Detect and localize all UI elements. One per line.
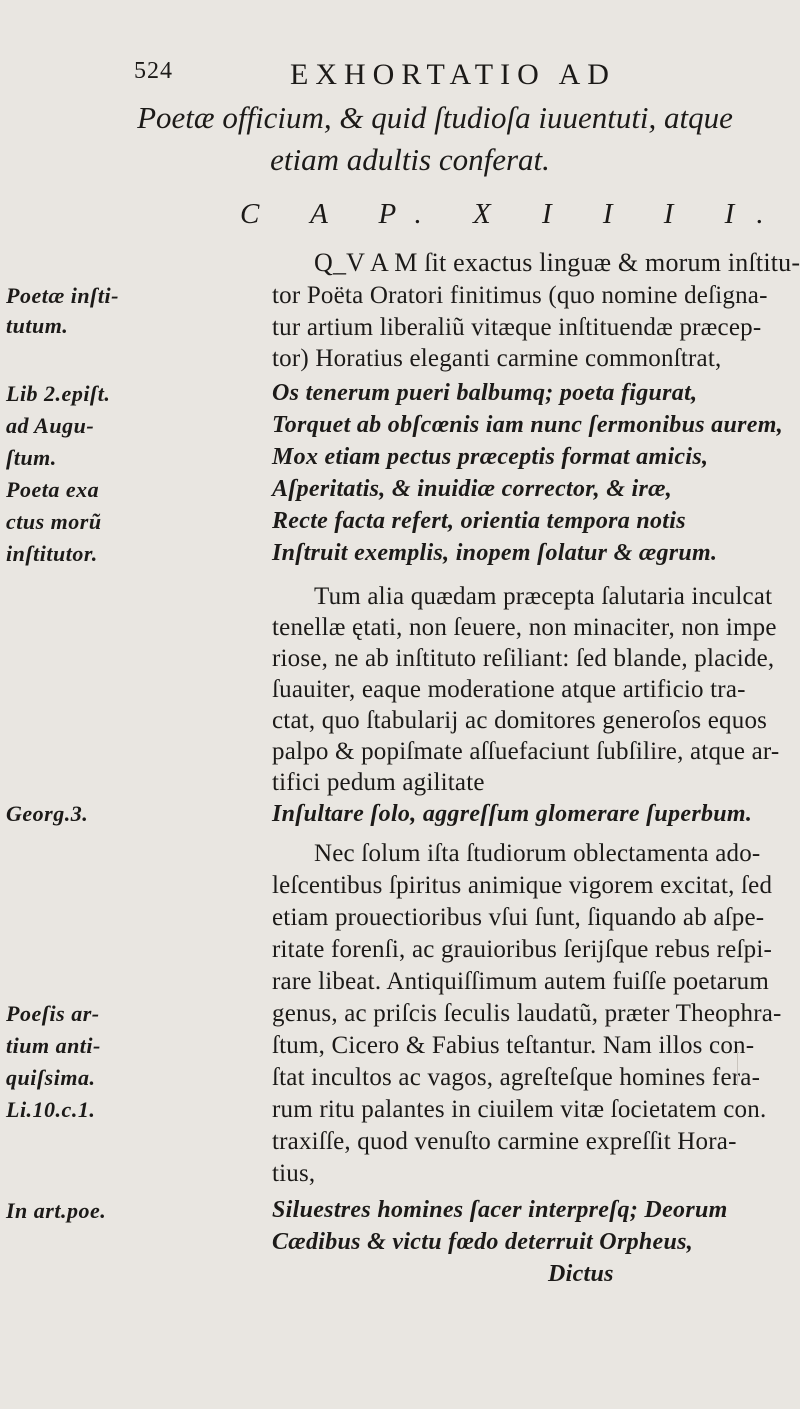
text-line: riose, ne ab inſtituto reſiliant: ſed blande, placide,	[272, 645, 775, 672]
margin-note: Lib 2.epiſt.	[6, 381, 111, 406]
margin-note: inſtitutor.	[6, 541, 98, 566]
margin-note: ad Augu-	[6, 413, 95, 438]
margin-note: Poetæ inſti-	[6, 283, 119, 308]
text-line: Q_V A M ſit exactus linguæ & morum inſtitu-	[314, 248, 800, 277]
verse-line: Siluestres homines ſacer interpreſq; Deorum	[272, 1197, 728, 1223]
section-title-line-2: etiam adultis conferat.	[270, 142, 550, 177]
margin-note: ctus morũ	[6, 509, 102, 534]
margin-note: In art.poe.	[6, 1198, 107, 1223]
verse-line: Inſtruit exemplis, inopem ſolatur & ægrum.	[272, 540, 718, 566]
chapter-heading: C A P. X I I I I.	[240, 198, 786, 230]
page-number: 524	[134, 58, 173, 84]
verse-line: Os tenerum pueri balbumq; poeta figurat,	[272, 380, 698, 406]
text-line: ſtat incultos ac vagos, agreſteſque homines fera-	[272, 1064, 761, 1091]
verse-line: Cædibus & victu fœdo deterruit Orpheus,	[272, 1229, 694, 1255]
margin-note: Poeta exa	[6, 477, 100, 502]
text-line: rum ritu palantes in ciuilem vitæ ſocietatem con.	[272, 1096, 767, 1123]
text-line: Tum alia quædam præcepta ſalutaria inculcat	[314, 583, 773, 610]
margin-note: quiſsima.	[6, 1065, 96, 1090]
verse-line: Mox etiam pectus præceptis format amicis,	[272, 444, 709, 470]
text-line: tur artium liberaliũ vitæque inſtituendæ præcep-	[272, 314, 762, 341]
text-line: ſuauiter, eaque moderatione atque artificio tra-	[272, 676, 746, 703]
text-line: ſtum, Cicero & Fabius teſtantur. Nam illos con-	[272, 1032, 755, 1059]
verse-line: Recte facta refert, orientia tempora notis	[272, 508, 686, 534]
verse-line: Inſultare ſolo, aggreſſum glomerare ſuperbum.	[272, 801, 753, 827]
page-header	[120, 58, 680, 94]
text-line: ctat, quo ſtabularij ac domitores generoſos equos	[272, 707, 768, 734]
verse-line: Aſperitatis, & inuidiæ corrector, & iræ,	[272, 476, 673, 502]
margin-note: Georg.3.	[6, 801, 89, 826]
text-line: palpo & popiſmate aſſuefaciunt ſubſilire, atque ar-	[272, 738, 780, 765]
text-line: tenellæ ętati, non ſeuere, non minaciter, non impe	[272, 614, 777, 641]
text-line: etiam prouectioribus vſui ſunt, ſiquando ab aſpe-	[272, 904, 765, 931]
text-line: traxiſſe, quod venuſto carmine expreſſit Hora-	[272, 1128, 737, 1155]
text-line: tor) Horatius eleganti carmine commonſtrat,	[272, 345, 722, 372]
text-line: leſcentibus ſpiritus animique vigorem excitat, ſed	[272, 872, 773, 899]
catchword: Dictus	[548, 1261, 614, 1287]
text-line: rare libeat. Antiquiſſimum autem fuiſſe poetarum	[272, 968, 769, 995]
text-line: tifici pedum agilitate	[272, 769, 485, 796]
verse-line: Torquet ab obſcœnis iam nunc ſermonibus aurem,	[272, 412, 783, 438]
margin-note: Li.10.c.1.	[6, 1097, 96, 1122]
text-line: tor Poëta Oratori finitimus (quo nomine deſigna-	[272, 282, 768, 309]
text-line: ritate forenſi, ac grauioribus ſerijſque rebus reſpi-	[272, 936, 772, 963]
margin-note: Poeſis ar-	[6, 1001, 100, 1026]
section-title-line-1: Poetæ officium, & quid ſtudioſa iuuentuti, atque	[137, 100, 733, 135]
margin-note: ſtum.	[6, 445, 57, 470]
text-line: Nec ſolum iſta ſtudiorum oblectamenta ado-	[314, 840, 761, 867]
running-title: EXHORTATIO AD	[290, 58, 616, 91]
text-line: genus, ac priſcis ſeculis laudatũ, præter Theophra-	[272, 1000, 782, 1027]
text-line: tius,	[272, 1160, 316, 1187]
margin-note: tium anti-	[6, 1033, 101, 1058]
page-crease	[737, 1046, 742, 1086]
margin-note: tutum.	[6, 313, 69, 338]
